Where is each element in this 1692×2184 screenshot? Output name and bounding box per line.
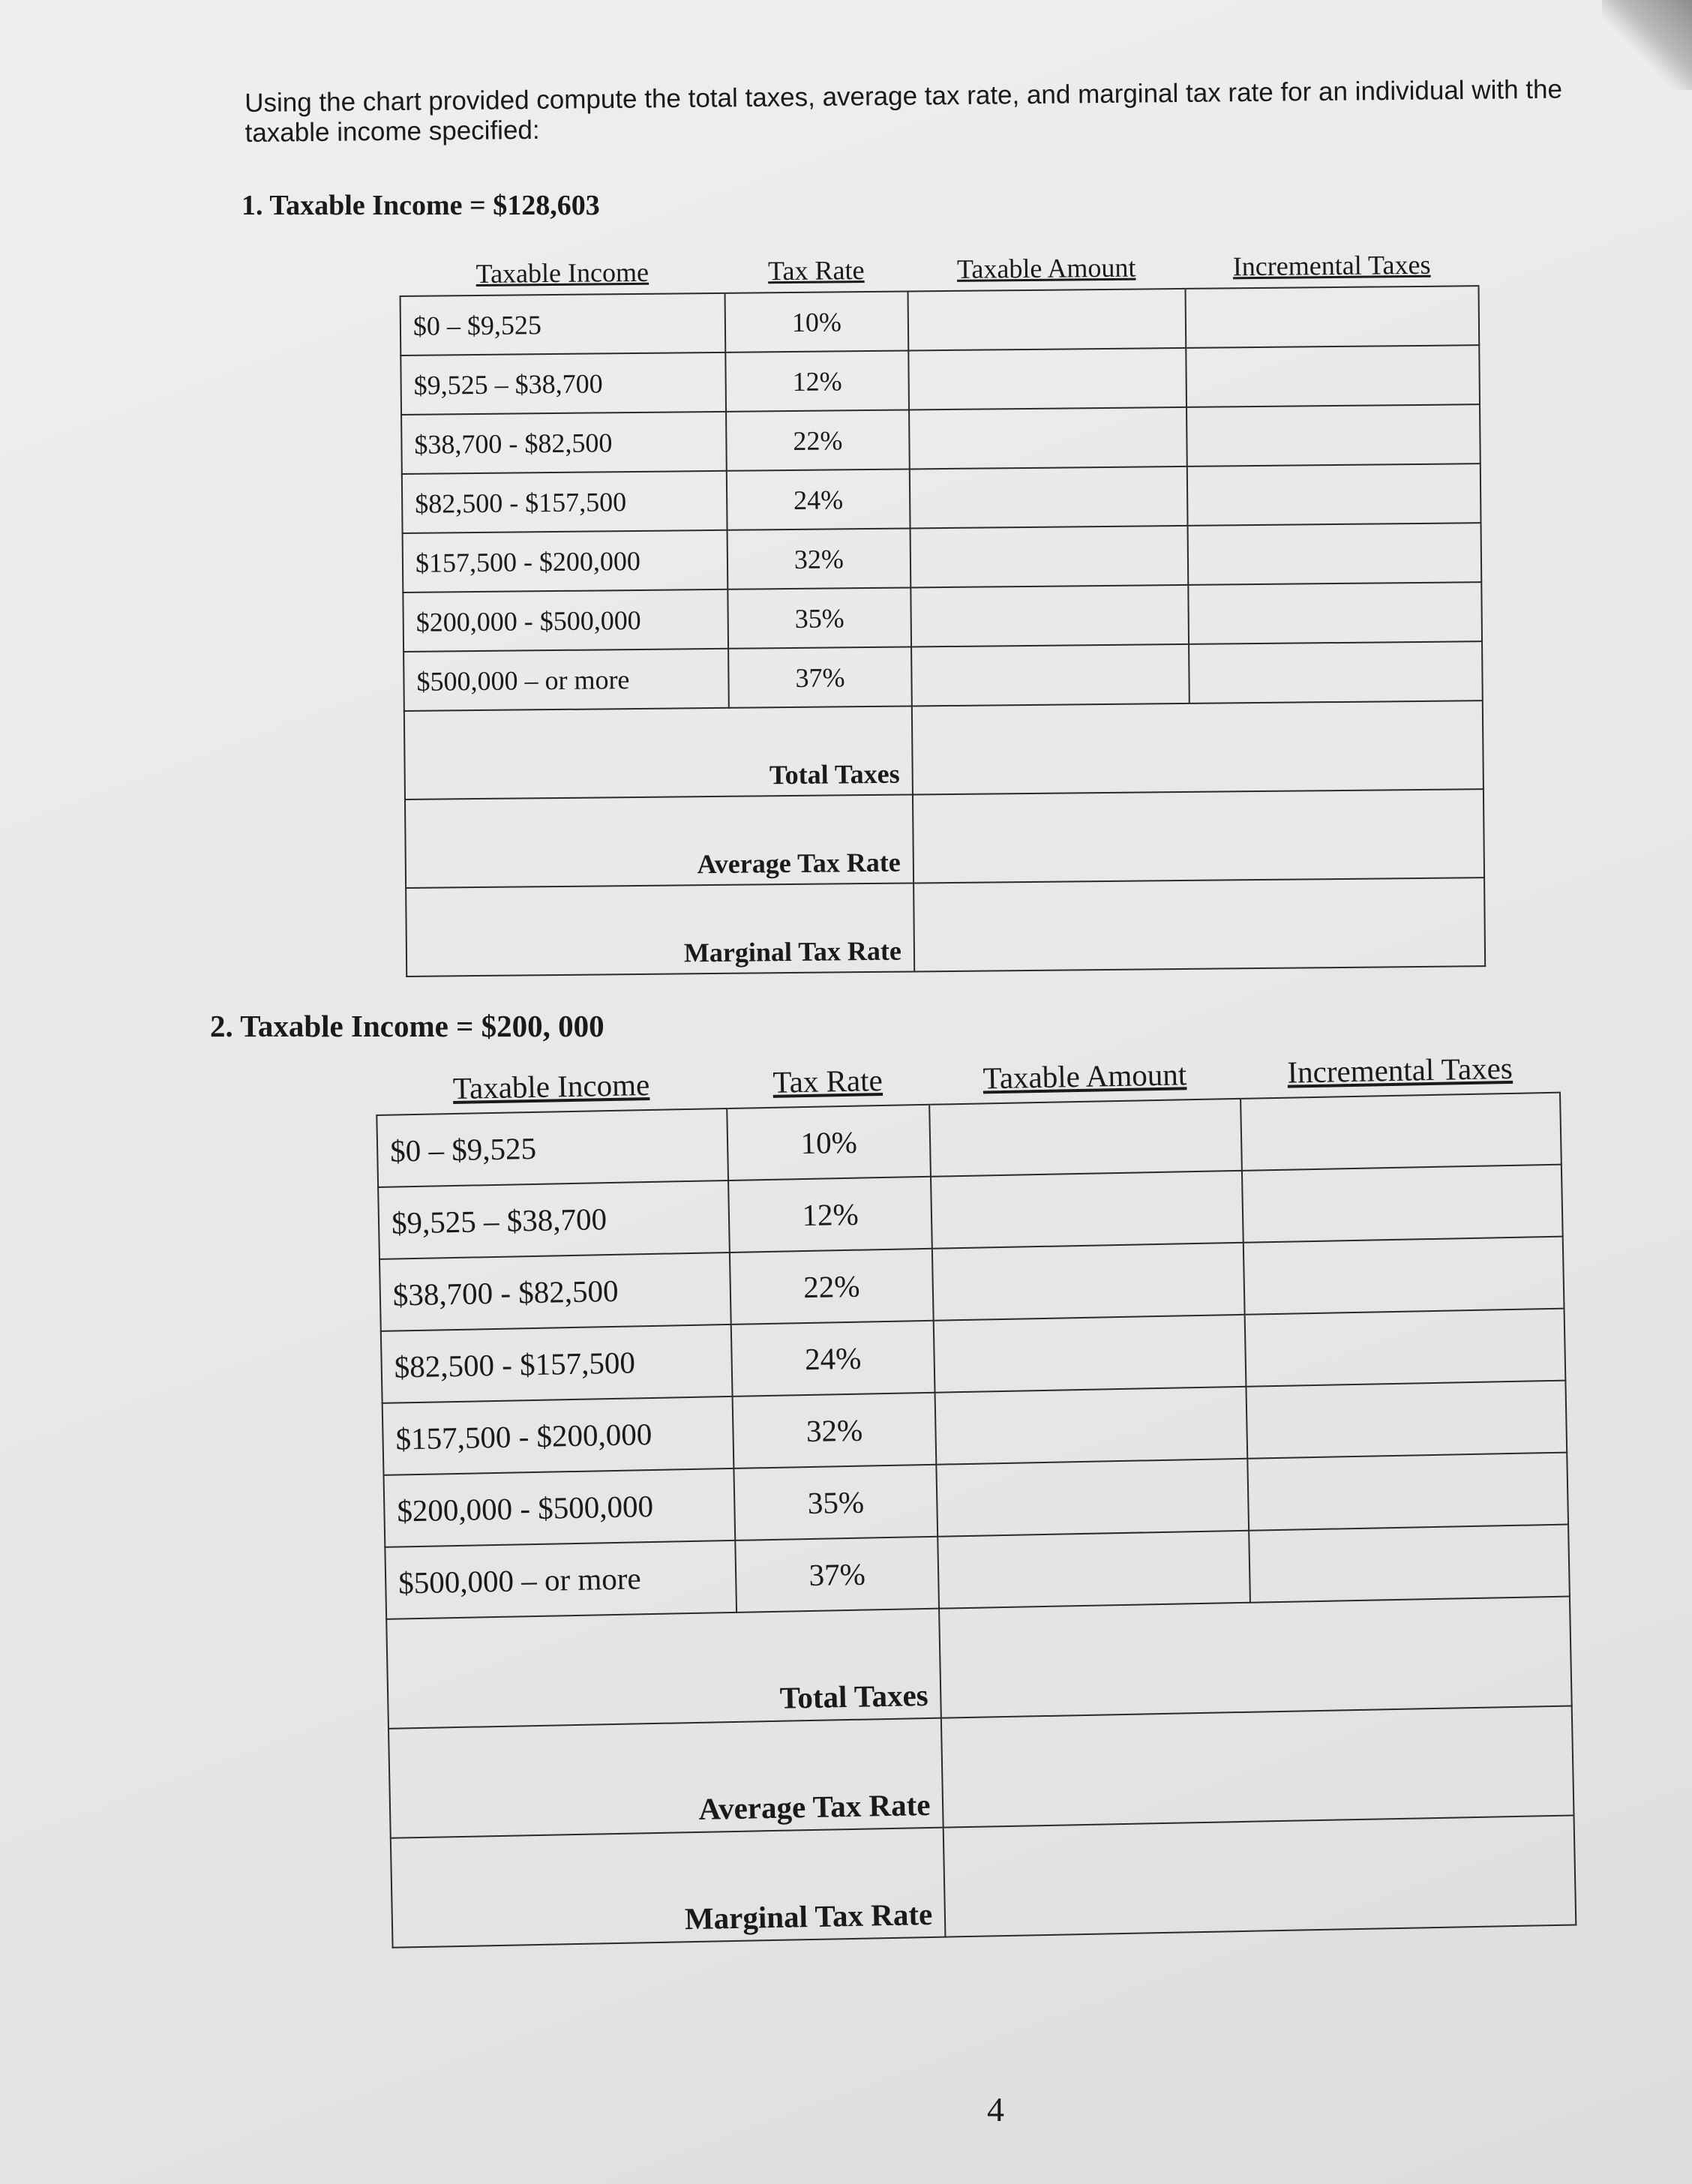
incremental-taxes-cell[interactable] <box>1246 1381 1567 1459</box>
taxable-amount-cell[interactable] <box>909 407 1187 470</box>
bracket-rate: 37% <box>728 646 912 707</box>
incremental-taxes-cell[interactable] <box>1189 641 1483 704</box>
problem-2-heading: 2. Taxable Income = $200, 000 <box>210 1009 604 1043</box>
folded-corner <box>1602 0 1692 90</box>
taxable-amount-cell[interactable] <box>910 585 1189 647</box>
total-taxes-row <box>404 700 1484 800</box>
bracket-range: $0 – $9,525 <box>400 293 726 356</box>
taxable-amount-cell[interactable] <box>908 289 1186 351</box>
incremental-taxes-cell[interactable] <box>1245 1309 1565 1387</box>
bracket-row <box>401 404 1480 474</box>
taxable-amount-cell[interactable] <box>910 526 1188 588</box>
bracket-range: $200,000 - $500,000 <box>403 590 728 652</box>
bracket-range: $9,525 – $38,700 <box>400 352 726 415</box>
marginal-tax-rate-row <box>406 878 1485 976</box>
taxable-amount-cell[interactable] <box>935 1387 1248 1465</box>
taxable-amount-cell[interactable] <box>929 1099 1242 1177</box>
header-taxable-amount: Taxable Amount <box>982 1057 1187 1096</box>
bracket-rate: 10% <box>727 1105 931 1180</box>
taxable-amount-cell[interactable] <box>934 1315 1246 1393</box>
bracket-row <box>403 582 1482 652</box>
bracket-range: $38,700 - $82,500 <box>380 1252 731 1331</box>
header-incremental-taxes: Incremental Taxes <box>1232 249 1431 282</box>
incremental-taxes-cell[interactable] <box>1186 345 1480 407</box>
taxable-amount-cell[interactable] <box>910 466 1188 529</box>
average-tax-rate-answer[interactable] <box>941 1706 1574 1828</box>
incremental-taxes-cell[interactable] <box>1186 404 1480 466</box>
bracket-rate: 32% <box>728 528 911 589</box>
tax-table-problem-1 <box>399 243 1486 977</box>
bracket-rate: 24% <box>727 469 910 530</box>
incremental-taxes-cell[interactable] <box>1242 1165 1562 1243</box>
bracket-row <box>403 523 1482 592</box>
total-taxes-label: Total Taxes <box>386 1609 941 1729</box>
page-number: 4 <box>987 2090 1004 2128</box>
total-taxes-answer[interactable] <box>912 700 1484 794</box>
instructions-text: Using the chart provided compute the total taxes, average tax rate, and marginal tax rate for an individual with the taxable income specified: <box>244 74 1563 148</box>
incremental-taxes-cell[interactable] <box>1187 464 1481 526</box>
bracket-rate: 12% <box>728 1177 932 1252</box>
taxable-amount-cell[interactable] <box>937 1459 1250 1537</box>
bracket-row <box>400 286 1480 356</box>
problem-1-heading: 1. Taxable Income = $128,603 <box>242 190 600 221</box>
bracket-range: $38,700 - $82,500 <box>401 412 727 474</box>
bracket-range: $0 – $9,525 <box>376 1108 728 1187</box>
taxable-amount-cell[interactable] <box>932 1243 1245 1321</box>
incremental-taxes-cell[interactable] <box>1241 1093 1562 1171</box>
bracket-range: $82,500 - $157,500 <box>402 471 728 533</box>
incremental-taxes-cell[interactable] <box>1244 1237 1564 1315</box>
bracket-range: $500,000 – or more <box>404 649 729 711</box>
marginal-tax-rate-answer[interactable] <box>944 1815 1576 1936</box>
bracket-rate: 10% <box>725 291 909 352</box>
incremental-taxes-cell[interactable] <box>1185 286 1479 348</box>
taxable-amount-cell[interactable] <box>931 1171 1244 1249</box>
bracket-rate: 22% <box>726 410 910 470</box>
taxable-amount-cell[interactable] <box>911 644 1190 706</box>
bracket-range: $500,000 – or more <box>385 1540 736 1619</box>
average-tax-rate-label: Average Tax Rate <box>405 794 914 887</box>
average-tax-rate-label: Average Tax Rate <box>388 1718 944 1838</box>
marginal-tax-rate-row <box>391 1815 1576 1947</box>
bracket-range: $200,000 - $500,000 <box>384 1468 736 1547</box>
bracket-row <box>404 641 1483 711</box>
header-taxable-income: Taxable Income <box>476 256 650 290</box>
header-taxable-amount: Taxable Amount <box>956 252 1136 284</box>
header-tax-rate: Tax Rate <box>767 255 865 286</box>
incremental-taxes-cell[interactable] <box>1250 1525 1570 1603</box>
bracket-rate: 37% <box>735 1537 939 1612</box>
tax-table-problem-2 <box>375 1042 1576 1948</box>
taxable-amount-cell[interactable] <box>938 1531 1251 1609</box>
header-tax-rate: Tax Rate <box>772 1063 884 1100</box>
marginal-tax-rate-label: Marginal Tax Rate <box>406 883 914 976</box>
header-taxable-income: Taxable Income <box>452 1066 650 1106</box>
bracket-rate: 32% <box>732 1393 936 1468</box>
average-tax-rate-row <box>405 789 1484 888</box>
bracket-range: $157,500 - $200,000 <box>403 530 728 592</box>
header-incremental-taxes: Incremental Taxes <box>1287 1050 1514 1090</box>
bracket-rate: 12% <box>725 350 909 411</box>
incremental-taxes-cell[interactable] <box>1188 582 1482 644</box>
total-taxes-answer[interactable] <box>939 1597 1571 1718</box>
bracket-range: $82,500 - $157,500 <box>381 1324 733 1403</box>
total-taxes-label: Total Taxes <box>404 706 913 799</box>
taxable-amount-cell[interactable] <box>908 348 1186 410</box>
bracket-row <box>402 464 1481 533</box>
incremental-taxes-cell[interactable] <box>1187 523 1481 585</box>
bracket-rate: 35% <box>728 587 911 648</box>
bracket-rate: 35% <box>734 1465 938 1540</box>
marginal-tax-rate-answer[interactable] <box>914 878 1485 971</box>
bracket-range: $157,500 - $200,000 <box>382 1396 734 1475</box>
marginal-tax-rate-label: Marginal Tax Rate <box>391 1828 946 1948</box>
incremental-taxes-cell[interactable] <box>1248 1453 1568 1531</box>
bracket-row <box>400 345 1480 415</box>
average-tax-rate-answer[interactable] <box>913 789 1484 883</box>
bracket-rate: 22% <box>730 1249 934 1324</box>
bracket-range: $9,525 – $38,700 <box>378 1180 730 1259</box>
bracket-rate: 24% <box>731 1321 935 1396</box>
